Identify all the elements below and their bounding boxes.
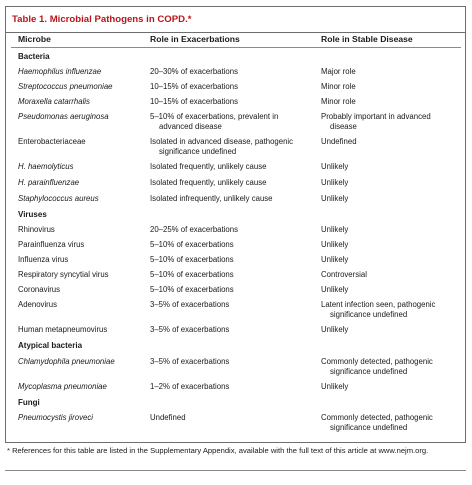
stable-cell: Controversial [321, 270, 367, 279]
microbe-cell: Pneumocystis jiroveci [18, 413, 93, 422]
microbe-cell: Moraxella catarrhalis [18, 97, 90, 106]
microbe-cell: Coronavirus [18, 285, 61, 294]
table-footnote: * References for this table are listed in the Supplementary Appendix, available with the full text of this article at www.nejm.org. [7, 446, 429, 455]
microbe-cell: Influenza virus [18, 255, 69, 264]
microbe-cell: Human metapneumovirus [18, 325, 108, 334]
stable-cell: Unlikely [321, 382, 349, 391]
header-exacerbations: Role in Exacerbations [150, 34, 240, 44]
stable-line: disease [330, 121, 357, 131]
microbe-cell: Pseudomonas aeruginosa [18, 112, 109, 121]
exacerbation-cell: 3–5% of exacerbations [150, 325, 230, 334]
stable-line: Probably important in advanced [321, 112, 431, 121]
stable-cell: Unlikely [321, 225, 349, 234]
stable-cell: Major role [321, 67, 356, 76]
microbe-cell: Adenovirus [18, 300, 58, 309]
microbe-cell: Respiratory syncytial virus [18, 270, 109, 279]
exacerbation-cell: 10–15% of exacerbations [150, 97, 238, 106]
exacerbation-cell [150, 112, 315, 131]
microbe-cell: Parainfluenza virus [18, 240, 85, 249]
stable-line: significance undefined [330, 366, 408, 376]
microbe-cell: Mycoplasma pneumoniae [18, 382, 107, 391]
stable-cell: Minor role [321, 97, 356, 106]
stable-cell: Unlikely [321, 240, 349, 249]
exacerbation-cell: Isolated frequently, unlikely cause [150, 178, 267, 187]
stable-cell [321, 300, 459, 319]
stable-cell: Undefined [321, 137, 357, 146]
exacerbation-cell: Isolated infrequently, unlikely cause [150, 194, 273, 203]
header-microbe: Microbe [18, 34, 51, 44]
exacerbation-cell: 5–10% of exacerbations [150, 270, 234, 279]
stable-cell [321, 357, 459, 376]
stable-line: Commonly detected, pathogenic [321, 413, 433, 422]
exacerbation-cell: 20–30% of exacerbations [150, 67, 238, 76]
table-body [5, 0, 466, 485]
exacerbation-cell [150, 137, 315, 156]
stable-line: significance undefined [330, 422, 408, 432]
stable-line: Commonly detected, pathogenic [321, 357, 433, 366]
stable-cell: Unlikely [321, 162, 349, 171]
microbe-cell: Enterobacteriaceae [18, 137, 86, 146]
stable-cell: Unlikely [321, 325, 349, 334]
exacerbation-cell: 3–5% of exacerbations [150, 300, 230, 309]
microbe-cell: Chlamydophila pneumoniae [18, 357, 115, 366]
exacerbation-cell: 3–5% of exacerbations [150, 357, 230, 366]
stable-cell: Unlikely [321, 178, 349, 187]
stable-line: significance undefined [330, 309, 408, 319]
exacerbation-cell: Isolated frequently, unlikely cause [150, 162, 267, 171]
stable-cell [321, 413, 459, 432]
exacerbation-cell: 5–10% of exacerbations [150, 240, 234, 249]
table-caption: Microbial Pathogens in COPD.* [49, 14, 192, 25]
exacerbation-cell: 5–10% of exacerbations [150, 255, 234, 264]
exacerbation-cell: 10–15% of exacerbations [150, 82, 238, 91]
table-number: Table 1. [12, 14, 48, 25]
microbe-cell: Streptococcus pneumoniae [18, 82, 113, 91]
microbe-cell: Haemophilus influenzae [18, 67, 102, 76]
microbe-cell: H. parainfluenzae [18, 178, 80, 187]
footnote-rule [5, 470, 466, 471]
stable-cell: Unlikely [321, 194, 349, 203]
stable-line: Latent infection seen, pathogenic [321, 300, 436, 309]
stable-cell [321, 112, 459, 131]
section-label: Fungi [18, 398, 40, 407]
exacerbation-line: significance undefined [159, 146, 237, 156]
stable-cell: Unlikely [321, 285, 349, 294]
microbe-cell: Staphylococcus aureus [18, 194, 99, 203]
exacerbation-cell: 1–2% of exacerbations [150, 382, 230, 391]
stable-cell: Minor role [321, 82, 356, 91]
exacerbation-line: advanced disease [159, 121, 222, 131]
stable-cell: Unlikely [321, 255, 349, 264]
header-stable: Role in Stable Disease [321, 34, 413, 44]
exacerbation-line: 5–10% of exacerbations, prevalent in [150, 112, 279, 121]
exacerbation-line: Isolated in advanced disease, pathogenic [150, 137, 294, 146]
microbe-cell: H. haemolyticus [18, 162, 74, 171]
section-label: Bacteria [18, 52, 50, 61]
exacerbation-cell: 5–10% of exacerbations [150, 285, 234, 294]
exacerbation-cell: 20–25% of exacerbations [150, 225, 238, 234]
section-label: Viruses [18, 210, 47, 219]
section-label: Atypical bacteria [18, 341, 83, 350]
microbe-cell: Rhinovirus [18, 225, 55, 234]
exacerbation-cell: Undefined [150, 413, 186, 422]
